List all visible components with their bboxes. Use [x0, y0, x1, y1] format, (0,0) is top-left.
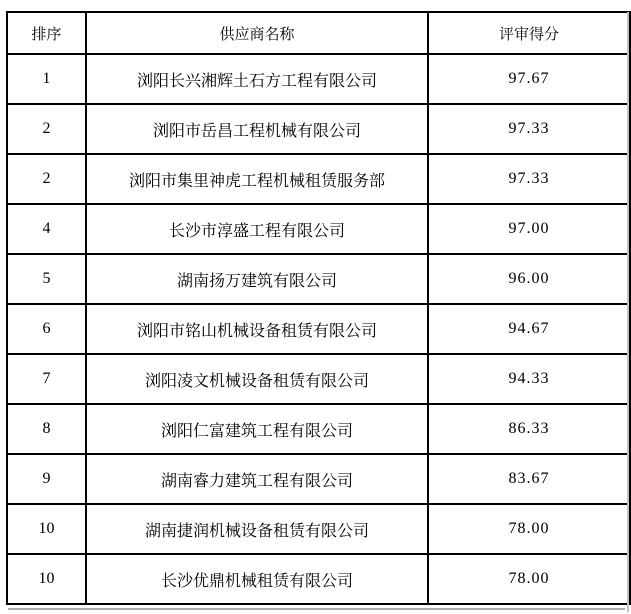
table-row — [7, 304, 630, 354]
table-row — [7, 104, 630, 154]
rank-cell: 1 — [7, 54, 86, 104]
rank-cell: 6 — [7, 304, 86, 354]
rank-cell: 10 — [7, 554, 86, 604]
column-header-supplier: 供应商名称 — [86, 12, 428, 54]
page-bottom-edge-line — [8, 608, 625, 610]
score-cell: 97.67 — [428, 54, 630, 104]
score-cell: 97.33 — [428, 104, 630, 154]
rank-cell: 8 — [7, 404, 86, 454]
rank-cell: 2 — [7, 104, 86, 154]
score-cell: 97.00 — [428, 204, 630, 254]
table-row — [7, 254, 630, 304]
column-header-rank: 排序 — [7, 12, 86, 54]
table-header — [7, 12, 630, 54]
score-cell: 94.33 — [428, 354, 630, 404]
supplier-cell: 浏阳仁富建筑工程有限公司 — [86, 404, 428, 454]
supplier-score-table — [6, 11, 631, 605]
table-row — [7, 504, 630, 554]
column-header-score: 评审得分 — [428, 12, 630, 54]
table-row — [7, 154, 630, 204]
supplier-cell: 湖南捷润机械设备租赁有限公司 — [86, 504, 428, 554]
supplier-cell: 浏阳市铭山机械设备租赁有限公司 — [86, 304, 428, 354]
supplier-cell: 浏阳凌文机械设备租赁有限公司 — [86, 354, 428, 404]
supplier-cell: 湖南睿力建筑工程有限公司 — [86, 454, 428, 504]
score-cell: 94.67 — [428, 304, 630, 354]
table-row — [7, 404, 630, 454]
rank-cell: 7 — [7, 354, 86, 404]
table-row — [7, 454, 630, 504]
rank-cell: 5 — [7, 254, 86, 304]
table-row — [7, 204, 630, 254]
score-cell: 78.00 — [428, 504, 630, 554]
rank-cell: 10 — [7, 504, 86, 554]
supplier-cell: 长沙市淳盛工程有限公司 — [86, 204, 428, 254]
header-row — [7, 12, 630, 54]
rank-cell: 4 — [7, 204, 86, 254]
score-cell: 86.33 — [428, 404, 630, 454]
supplier-cell: 浏阳市集里神虎工程机械租赁服务部 — [86, 154, 428, 204]
table-body — [7, 54, 630, 604]
table-row — [7, 54, 630, 104]
supplier-cell: 湖南扬万建筑有限公司 — [86, 254, 428, 304]
supplier-cell: 浏阳长兴湘辉土石方工程有限公司 — [86, 54, 428, 104]
supplier-cell: 长沙优鼎机械租赁有限公司 — [86, 554, 428, 604]
page-right-edge-line — [627, 12, 629, 612]
score-cell: 97.33 — [428, 154, 630, 204]
table-row — [7, 354, 630, 404]
table-row — [7, 554, 630, 604]
rank-cell: 9 — [7, 454, 86, 504]
score-cell: 78.00 — [428, 554, 630, 604]
score-cell: 96.00 — [428, 254, 630, 304]
score-cell: 83.67 — [428, 454, 630, 504]
rank-cell: 2 — [7, 154, 86, 204]
supplier-cell: 浏阳市岳昌工程机械有限公司 — [86, 104, 428, 154]
